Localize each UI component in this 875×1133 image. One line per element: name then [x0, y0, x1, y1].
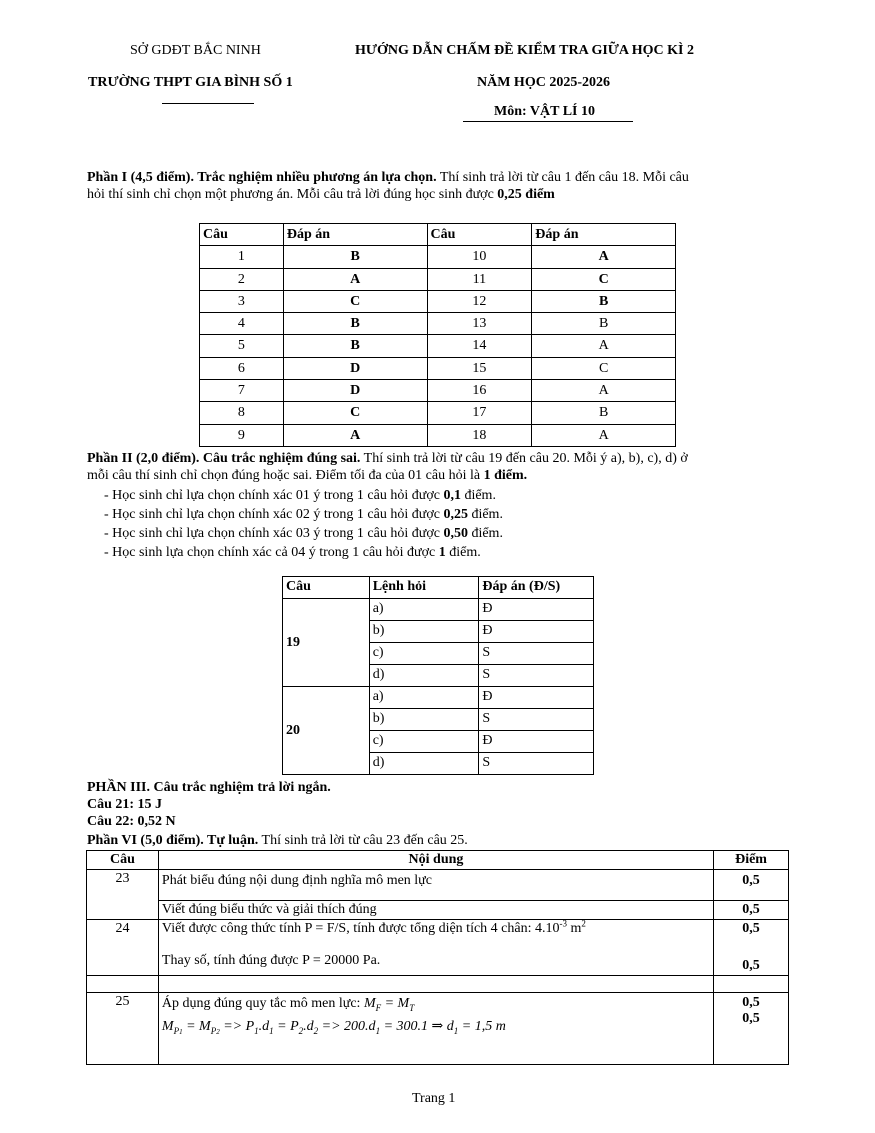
- department-name: SỞ GDĐT BẮC NINH: [130, 43, 261, 58]
- question-23: 23: [87, 870, 159, 920]
- col-header-prompt: Lệnh hỏi: [369, 577, 479, 599]
- subject: Môn: VẬT LÍ 10: [494, 104, 596, 119]
- table-row: 4 B 13 B: [200, 313, 676, 335]
- col-header-question: Câu: [283, 577, 370, 599]
- col-header-question: Câu: [427, 224, 532, 246]
- table-row: 3 C 12 B: [200, 290, 676, 312]
- answer-q22: Câu 22: 0,52 N: [87, 814, 176, 829]
- table-row: 19 a) Đ: [283, 599, 594, 621]
- col-header-answer: Đáp án: [283, 224, 427, 246]
- table-row: Thay số, tính đúng được P = 20000 Pa. 0,5: [87, 948, 789, 976]
- part2-scoring-rules: [104, 486, 503, 562]
- page-number: Trang 1: [412, 1091, 456, 1106]
- part2-answer-table: [282, 576, 594, 775]
- table-row: d) S: [283, 753, 594, 775]
- table-row: c) Đ: [283, 731, 594, 753]
- part4-description: Phần VI (5,0 điểm). Tự luận. Thí sinh trả lời từ câu 23 đến câu 25.: [87, 833, 468, 848]
- list-item: - Học sinh chỉ lựa chọn chính xác 02 ý trong 1 câu hỏi được 0,25 điểm.: [104, 507, 503, 522]
- school-name: TRƯỜNG THPT GIA BÌNH SỐ 1: [88, 75, 293, 90]
- table-row: 24 Viết được công thức tính P = F/S, tính được tổng diện tích 4 chân: $4.10^{-3}$ $m^2$ 0,5: [87, 920, 789, 948]
- document-title: HƯỚNG DẪN CHẤM ĐỀ KIỂM TRA GIỮA HỌC KÌ 2: [355, 43, 694, 58]
- table-row: b) Đ: [283, 621, 594, 643]
- table-row: 25 Áp dụng đúng quy tắc mô men lực: $M_F = M_T$ $M_{P1} = M_{P2} => P_1.d_1 = P_2.d_2 => 200.d_1 = 300.1$ ⇒ $d_1 = 1,5$ m 0,5 0,5: [87, 993, 789, 1065]
- formula-moment-balance: $M_F = M_T$: [363, 996, 415, 1013]
- answer-q21: Câu 21: 15 J: [87, 797, 163, 812]
- table-row: 8 C 17 B: [200, 402, 676, 424]
- question-20: 20: [283, 687, 370, 775]
- question-24: 24: [87, 920, 159, 976]
- question-25: 25: [87, 993, 159, 1065]
- header-right-underline: [463, 121, 633, 122]
- table-row: 7 D 16 A: [200, 380, 676, 402]
- school-year: NĂM HỌC 2025-2026: [477, 75, 610, 90]
- part2-title: Phần II (2,0 điểm). Câu trắc nghiệm đúng sai.: [87, 451, 361, 466]
- table-row: 2 A 11 C: [200, 268, 676, 290]
- part1-description: Phần I (4,5 điểm). Trắc nghiệm nhiều phương án lựa chọn. Thí sinh trả lời từ câu 1 đến câu 18. Mỗi câu hỏi thí sinh chỉ chọn một phương án. Mỗi câu trả lời đúng học sinh được 0,25 điểm: [87, 170, 689, 202]
- formula-solution: $M_{P1} = M_{P2} => P_1.d_1 = P_2.d_2 => 200.d_1 = 300.1$ ⇒ $d_1 = 1,5$ m: [161, 1019, 506, 1036]
- col-header-answer: Đáp án: [532, 224, 676, 246]
- table-row: 23 Phát biểu đúng nội dung định nghĩa mô men lực 0,5: [87, 870, 789, 901]
- part1-title: Phần I (4,5 điểm). Trắc nghiệm nhiều phương án lựa chọn.: [87, 170, 437, 185]
- table-row: b) S: [283, 709, 594, 731]
- part4-rubric-table: [86, 850, 789, 1065]
- part1-answer-table: [199, 223, 676, 447]
- table-row: d) S: [283, 665, 594, 687]
- table-row: 6 D 15 C: [200, 357, 676, 379]
- col-header-content: Nội dung: [158, 851, 713, 870]
- table-row: Viết đúng biểu thức và giải thích đúng 0,5: [87, 901, 789, 920]
- table-row: 20 a) Đ: [283, 687, 594, 709]
- table-row: c) S: [283, 643, 594, 665]
- table-row: [87, 976, 789, 993]
- part2-description: Phần II (2,0 điểm). Câu trắc nghiệm đúng sai. Thí sinh trả lời từ câu 19 đến câu 20. Mỗi ý a), b), c), d) ở mỗi câu thí sinh chỉ chọn đúng hoặc sai. Điểm tối đa của 01 câu hỏi là 1 điểm.: [87, 451, 688, 483]
- col-header-question: Câu: [87, 851, 159, 870]
- col-header-points: Điểm: [714, 851, 789, 870]
- part3-title: PHẦN III. Câu trắc nghiệm trả lời ngắn.: [87, 780, 331, 795]
- table-row: 9 A 18 A: [200, 424, 676, 446]
- part4-title: Phần VI (5,0 điểm). Tự luận.: [87, 833, 259, 848]
- part3-section: [87, 779, 331, 830]
- col-header-question: Câu: [200, 224, 284, 246]
- table-row: 5 B 14 A: [200, 335, 676, 357]
- col-header-answer: Đáp án (Đ/S): [479, 577, 594, 599]
- question-19: 19: [283, 599, 370, 687]
- header-left-underline: [162, 103, 254, 104]
- list-item: - Học sinh chỉ lựa chọn chính xác 03 ý trong 1 câu hỏi được 0,50 điểm.: [104, 526, 503, 541]
- list-item: - Học sinh chỉ lựa chọn chính xác 01 ý trong 1 câu hỏi được 0,1 điểm.: [104, 488, 496, 503]
- table-row: 1 B 10 A: [200, 246, 676, 268]
- list-item: - Học sinh lựa chọn chính xác cả 04 ý trong 1 câu hỏi được 1 điểm.: [104, 545, 481, 560]
